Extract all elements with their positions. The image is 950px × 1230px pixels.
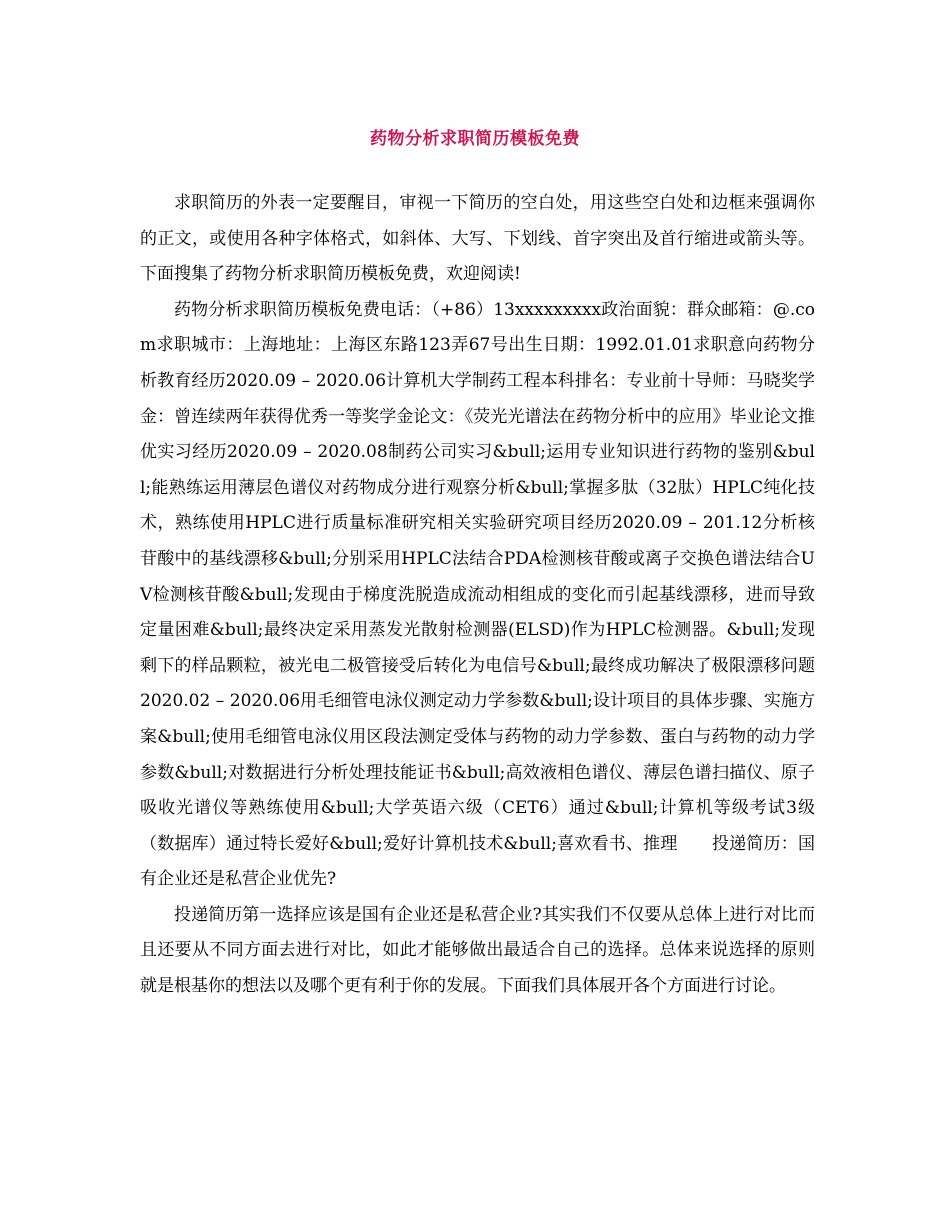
document-title: 药物分析求职简历模板免费 [370, 129, 580, 149]
document-body [140, 186, 815, 1005]
paragraph-resume-template: 药物分析求职简历模板免费电话：（+86）13xxxxxxxxx政治面貌：群众邮箱：@.com求职城市：上海地址：上海区东路123弄67号出生日期：1992.01.01求职意向药物分析教育经历2020.09 – 2020.06计算机大学制药工程本科排名：专业前十导师：马晓奖学金：曾连续两年获得优秀一等奖学金论文：《荧光光谱法在药物分析中的应用》毕业论文推优实习经历2020.09 – 2020.08制药公司实习&bull;运用专业知识进行药物的鉴别&bull;能熟练运用薄层色谱仪对药物成分进行观察分析&bull;掌握多肽（32肽）HPLC纯化技术，熟练使用HPLC进行质量标准研究相关实验研究项目经历2020.09 – 201.12分析核苷酸中的基线漂移&bull;分别采用HPLC法结合PDA检测核苷酸或离子交换色谱法结合UV检测核苷酸&bull;发现由于梯度洗脱造成流动相组成的变化而引起基线漂移，进而导致定量困难&bull;最终决定采用蒸发光散射检测器(ELSD)作为HPLC检测器。&bull;发现剩下的样品颗粒，被光电二极管接受后转化为电信号&bull;最终成功解决了极限漂移问题2020.02 – 2020.06用毛细管电泳仪测定动力学参数&bull;设计项目的具体步骤、实施方案&bull;使用毛细管电泳仪用区段法测定受体与药物的动力学参数、蛋白与药物的动力学参数&bull;对数据进行分析处理技能证书&bull;高效液相色谱仪、薄层色谱扫描仪、原子吸收光谱仪等熟练使用&bull;大学英语六级（CET6）通过&bull;计算机等级考试3级（数据库）通过特长爱好&bull;爱好计算机技术&bull;喜欢看书、推理 投递简历：国有企业还是私营企业优先? [140, 299, 815, 890]
paragraph-company-choice: 投递简历第一选择应该是国有企业还是私营企业?其实我们不仅要从总体上进行对比而且还要从不同方面去进行对比，如此才能够做出最适合自己的选择。总体来说选择的原则就是根基你的想法以及哪个更有利于你的发展。下面我们具体展开各个方面进行讨论。 [140, 904, 815, 997]
paragraph-intro: 求职简历的外表一定要醒目，审视一下简历的空白处，用这些空白处和边框来强调你的正文，或使用各种字体格式，如斜体、大写、下划线、首字突出及首行缩进或箭头等。下面搜集了药物分析求职简历模板免费，欢迎阅读! [140, 193, 815, 285]
